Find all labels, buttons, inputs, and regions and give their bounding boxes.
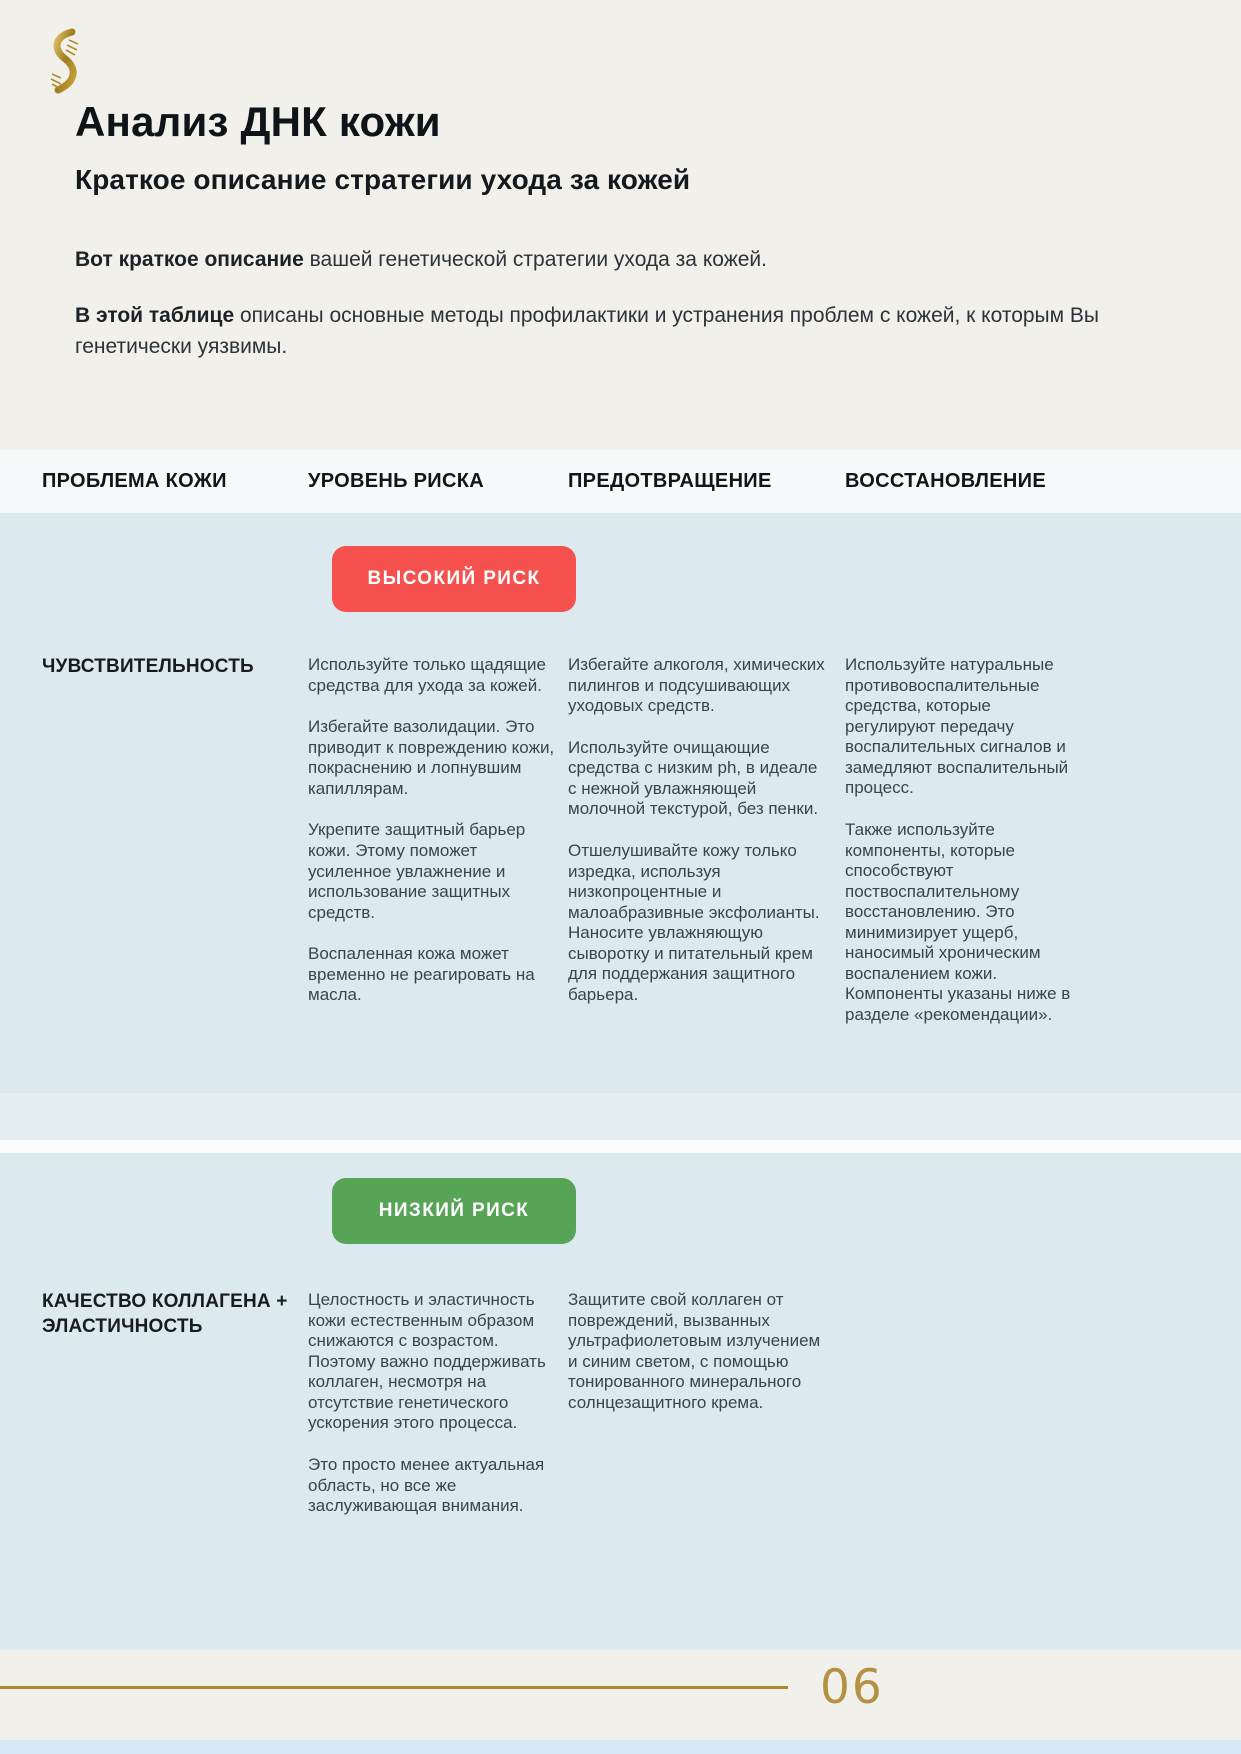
table-header-row (0, 450, 1241, 513)
column-header-problem: ПРОБЛЕМА КОЖИ (42, 470, 227, 492)
risk-level-cell: Используйте только щадящие средства для ухода за кожей. Избегайте вазолидации. Это приводит к повреждению кожи, покраснению и лопнувшим капиллярам. Укрепите защитный барьер кожи. Этому поможет усиленное увлажнение и использование защитных средств. Воспаленная кожа может временно не реагировать на масла. (308, 655, 555, 1005)
section-divider-gap (0, 1140, 1241, 1153)
page-title: Анализ ДНК кожи (75, 98, 441, 145)
risk-level-cell: Целостность и эластичность кожи естественным образом снижаются с возрастом. Поэтому важно поддерживать коллаген, несмотря на отсутствие генетического ускорения этого процесса. Это просто менее актуальная область, но все же заслуживающая внимания. (308, 1290, 546, 1516)
footer-divider-line (0, 1686, 788, 1689)
table-row (0, 1290, 1241, 1517)
column-header-risk: УРОВЕНЬ РИСКА (308, 470, 484, 492)
intro-paragraph (0, 244, 1241, 276)
skin-problem-label: КАЧЕСТВО КОЛЛАГЕНА + ЭЛАСТИЧНОСТЬ (42, 1291, 288, 1337)
column-header-recovery: ВОССТАНОВЛЕНИЕ (845, 470, 1046, 492)
intro-lead: В этой таблице (75, 303, 235, 327)
recovery-cell: Используйте натуральные противовоспалительные средства, которые регулируют передачу воспалительных сигналов и замедляют воспалительный процесс. Также используйте компоненты, которые способствуют поствоспалительному восстановлению. Это минимизирует ущерб, наносимый хроническим воспалением кожи. Компоненты указаны ниже в разделе «рекомендации». (845, 655, 1071, 1024)
intro-paragraph (0, 300, 1241, 363)
page-subtitle: Краткое описание стратегии ухода за кожей (75, 164, 691, 195)
recovery-cell (845, 1290, 1211, 1517)
page-footer (0, 1650, 1241, 1754)
page-header (0, 0, 1241, 450)
skin-problem-label: ЧУВСТВИТЕЛЬНОСТЬ (42, 656, 254, 677)
intro-text: описаны основные методы профилактики и устранения проблем с кожей, к которым Вы генетически уязвимы. (75, 303, 1100, 358)
risk-section-low (0, 1153, 1241, 1650)
dna-logo-icon (44, 26, 86, 100)
page-number: 06 (820, 1660, 884, 1715)
prevention-cell: Защитите свой коллаген от повреждений, вызванных ультрафиолетовым излучением и синим светом, с помощью тонированного минерального солнцезащитного крема. (568, 1290, 821, 1412)
risk-badge-high: ВЫСОКИЙ РИСК (332, 546, 576, 612)
column-header-prevention: ПРЕДОТВРАЩЕНИЕ (568, 470, 772, 492)
intro-lead: Вот краткое описание (75, 248, 304, 271)
prevention-cell: Избегайте алкоголя, химических пилингов и подсушивающих уходовых средств. Используйте очищающие средства с низким ph, в идеале с нежной увлажняющей молочной текстурой, без пенки. Отшелушивайте кожу только изредка, используя низкопроцентные и малоабразивные эксфолианты. Наносите увлажняющую сыворотку и питательный крем для поддержания защитного барьера. (568, 655, 825, 1004)
risk-badge-low: НИЗКИЙ РИСК (332, 1178, 576, 1244)
section-divider (0, 1093, 1241, 1140)
intro-text: вашей генетической стратегии ухода за кожей. (303, 248, 767, 271)
bottom-accent-strip (0, 1740, 1241, 1754)
table-row (0, 655, 1241, 1026)
risk-section-high (0, 513, 1241, 1093)
